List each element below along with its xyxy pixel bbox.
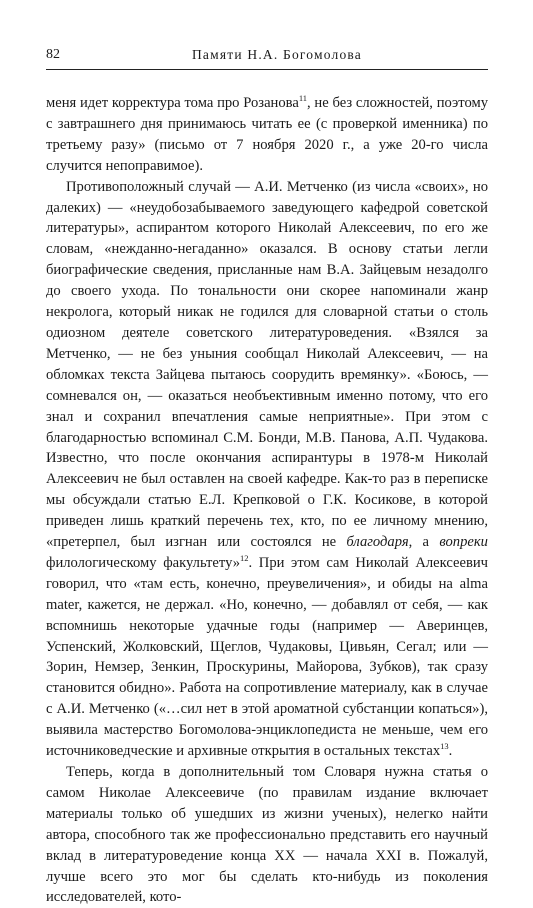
paragraph-3 <box>46 762 488 908</box>
paragraph-3-text-1: Теперь, когда в дополнительный том Словаря нужна статья о самом Николае Алексеевиче (по правилам издание включает материалы только об ушедших из жизни ученых), нелегко найти автора, способного так же профессионально представить его научный вклад в литературоведение конца XX — начала XXI в. Пожалуй, лучше всего это мог бы сделать кто-нибудь из поколения исследователей, кото- <box>46 764 488 906</box>
paragraph-1-text-2: , не без сложностей, поэтому с завтрашнего дня принимаюсь читать ее (с проверкой именника) по третьему разу» (письмо от 7 ноября 2020 г., а уже 20-го числа случится непоправимое). <box>46 95 488 174</box>
footnote-marker-12: 12 <box>240 553 249 564</box>
footnote-marker-11: 11 <box>298 93 308 104</box>
header-rule <box>46 69 488 70</box>
running-title: Памяти Н.А. Богомолова <box>191 47 362 62</box>
page-number: 82 <box>46 47 60 62</box>
paragraph-2 <box>46 177 488 762</box>
paragraph-2-emphasis-2: вопреки <box>439 534 488 551</box>
paragraph-2-text-3: филологическому факультету» <box>46 554 241 571</box>
paragraph-1 <box>46 93 488 177</box>
footnote-marker-13: 13 <box>440 741 449 752</box>
running-head <box>46 46 488 68</box>
paragraph-2-emphasis-1: благодаря <box>346 534 409 551</box>
paragraph-2-text-5: . <box>448 743 453 760</box>
body-text <box>46 93 488 908</box>
paragraph-1-text-1: меня идет корректура тома про Розанова <box>46 95 299 111</box>
paragraph-2-text-1: Противоположный случай — А.И. Метченко (из числа «своих», но далеких) — «неудобозабываемого заведующего кафедрой советской литературы», аспирантом которого Николай Алексеевич, по его же словам, «нежданно-негаданно» оказался. В основу статьи легли биографические сведения, присланные нам В.А. Зайцевым незадолго до своего ухода. По тональности они скорее напоминали жанр некролога, который никак не годился для словарной статьи о столь одиозном деятеле советского литературоведения. «Взялся за Метченко, — не без уныния сообщал Николай Алексеевич, — на обломках текста Зайцева пытаюсь соорудить времянку». «Боюсь, — сомневался он, — оказаться необъективным именно потому, что его знал и сохранил впечатления самые неприятные». При этом с благодарностью вспоминал С.М. Бонди, М.В. Панова, А.П. Чудакова. Известно, что после окончания аспирантуры в 1978-м Николай Алексеевич не был оставлен на своей кафедре. Как-то раз в переписке мы обсуждали статью Е.Л. Крепковой о Г.К. Косикове, в которой приведен лишь краткий перечень тех, кто, по ее личному мнению, «претерпел, был изгнан или состоялся не <box>46 178 488 551</box>
paragraph-2-text-4: . При этом сам Николай Алексеевич говорил, что «там есть, конечно, преувеличения», и обиды на alma mater, кажется, не держал. «Но, конечно, — добавлял от себя, — как вспомнишь некоторые удачные годы (например — Аверинцев, Успенский, Жолковский, Щеглов, Чудаковы, Цивьян, Сегал; или — Зорин, Немзер, Зенкин, Проскурины, Майорова, Зубков), так сразу становится обидно». Работа на сопротивление материалу, как в случае с А.И. Метченко («…сил нет в этой ароматной субстанции копаться»), выявила мастерство Богомолова-энциклопедиста не меньше, чем его источниковедческие и архивные открытия в остальных текстах <box>46 554 488 760</box>
paragraph-2-text-2: , а <box>408 534 440 551</box>
